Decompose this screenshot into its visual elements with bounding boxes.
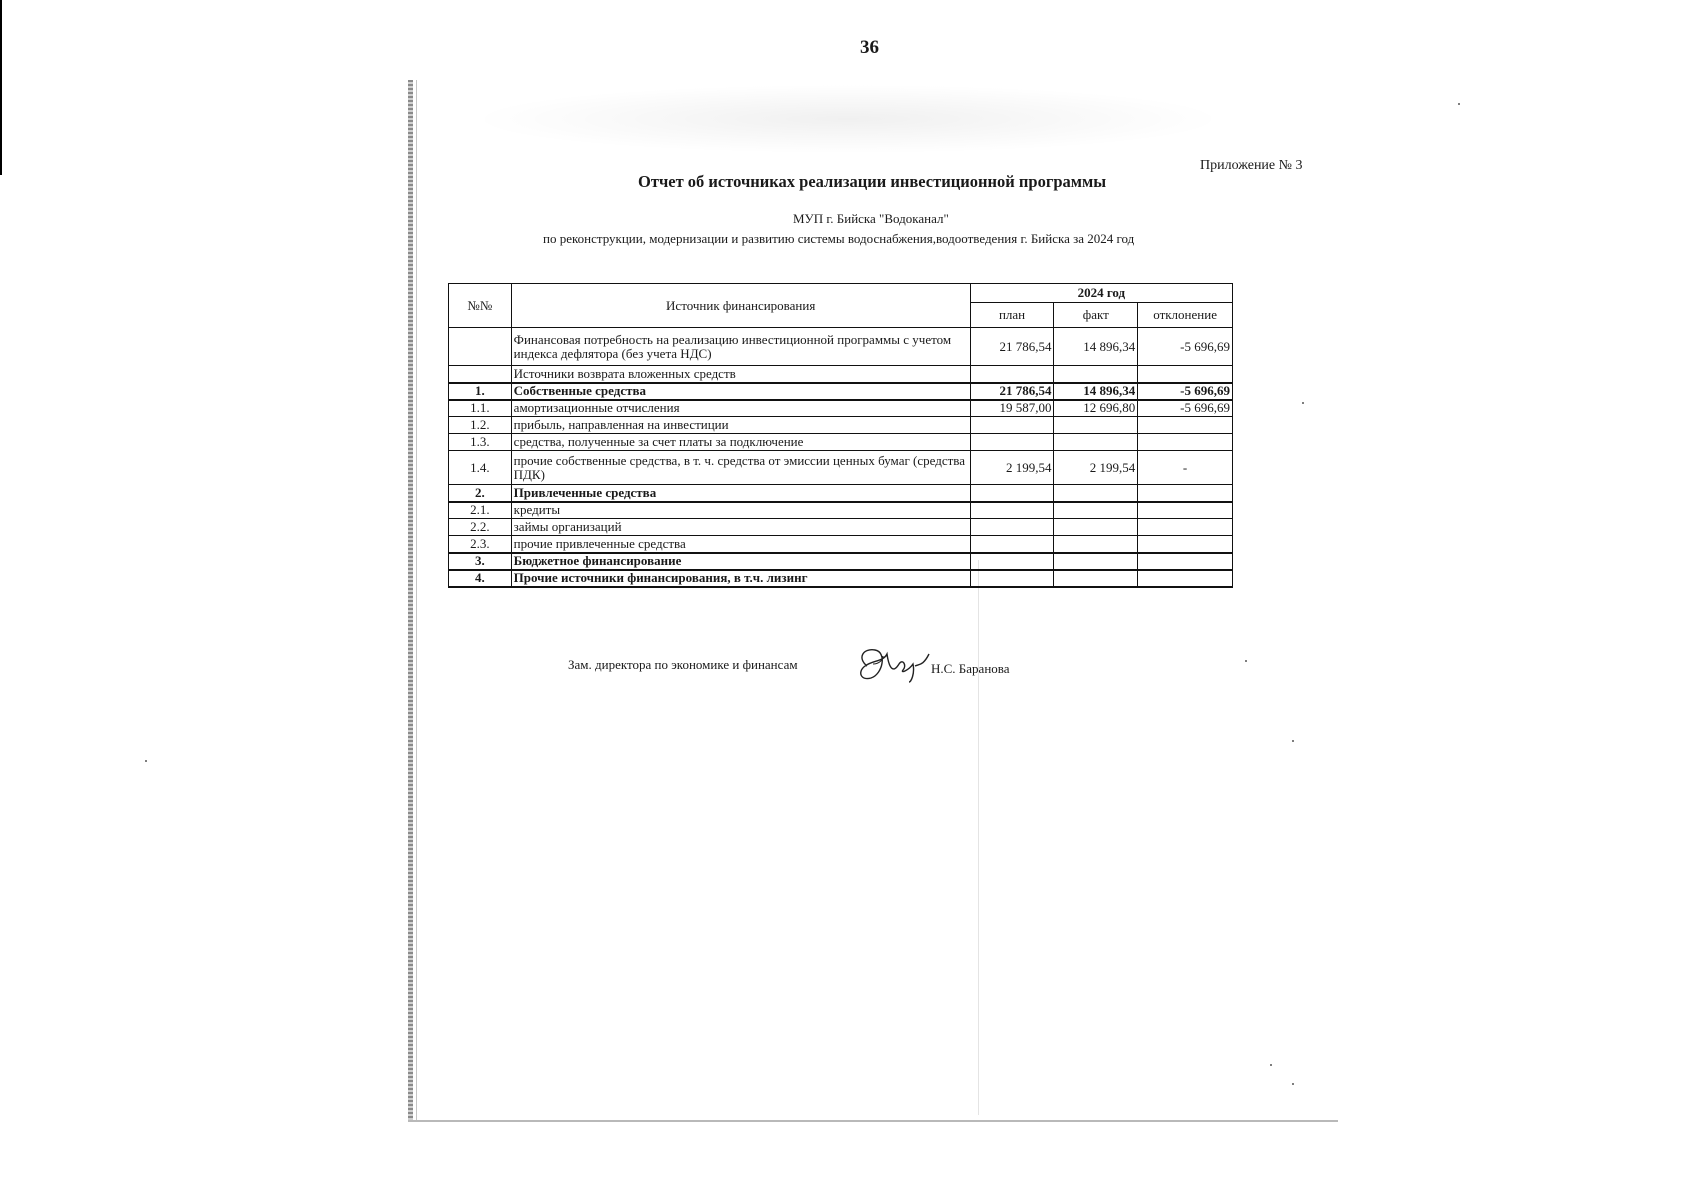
scan-noise-dot: [1302, 402, 1304, 404]
financing-table: [448, 283, 1233, 588]
header-deviation: отклонение: [1138, 303, 1233, 328]
scan-noise-dot: [1292, 740, 1294, 742]
row-deviation: [1138, 570, 1233, 587]
handwritten-signature-icon: [853, 644, 931, 684]
row-deviation: [1138, 366, 1233, 383]
page-number: 36: [860, 37, 879, 58]
row-deviation: [1138, 519, 1233, 536]
row-fact: 14 896,34: [1054, 328, 1138, 366]
scan-noise-dot: [1292, 1083, 1294, 1085]
row-fact: 12 696,80: [1054, 400, 1138, 417]
row-number: 1.3.: [449, 434, 512, 451]
row-number: [449, 366, 512, 383]
row-plan: [970, 434, 1054, 451]
row-fact: [1054, 536, 1138, 553]
organization-name: МУП г. Бийска "Водоканал": [793, 211, 949, 226]
header-number: №№: [449, 284, 512, 328]
row-deviation: [1138, 536, 1233, 553]
row-deviation: [1138, 485, 1233, 502]
row-deviation: -5 696,69: [1138, 383, 1233, 400]
scan-noise-dot: [1270, 1064, 1272, 1066]
row-plan: [970, 485, 1054, 502]
row-deviation: [1138, 502, 1233, 519]
row-source: прибыль, направленная на инвестиции: [511, 417, 970, 434]
row-fact: 14 896,34: [1054, 383, 1138, 400]
scanned-document: [408, 80, 1338, 1122]
header-year: 2024 год: [970, 284, 1232, 303]
row-number: 1.1.: [449, 400, 512, 417]
row-number: 1.2.: [449, 417, 512, 434]
row-source: Привлеченные средства: [511, 485, 970, 502]
row-source: Прочие источники финансирования, в т.ч. лизинг: [511, 570, 970, 587]
row-source: Собственные средства: [511, 383, 970, 400]
scan-binding-line: [416, 80, 417, 1120]
header-plan: план: [970, 303, 1054, 328]
row-deviation: -5 696,69: [1138, 400, 1233, 417]
signer-position: Зам. директора по экономике и финансам: [568, 657, 798, 672]
row-source: Финансовая потребность на реализацию инвестиционной программы с учетом индекса дефлятора (без учета НДС): [511, 328, 970, 366]
row-plan: 21 786,54: [970, 383, 1054, 400]
row-source: прочие привлеченные средства: [511, 536, 970, 553]
row-source: средства, полученные за счет платы за подключение: [511, 434, 970, 451]
row-number: [449, 328, 512, 366]
row-plan: [970, 570, 1054, 587]
scan-binding-edge: [408, 80, 413, 1120]
row-number: 2.3.: [449, 536, 512, 553]
row-fact: [1054, 485, 1138, 502]
row-number: 2.1.: [449, 502, 512, 519]
row-fact: [1054, 366, 1138, 383]
row-plan: 2 199,54: [970, 451, 1054, 485]
row-plan: [970, 502, 1054, 519]
scan-smudge: [468, 84, 1228, 154]
row-fact: [1054, 519, 1138, 536]
header-fact: факт: [1054, 303, 1138, 328]
row-number: 1.4.: [449, 451, 512, 485]
scan-noise-dot: [145, 760, 147, 762]
scan-noise-dot: [1245, 660, 1247, 662]
scan-noise-dot: [1458, 103, 1460, 105]
signer-name: Н.С. Баранова: [931, 661, 1010, 676]
row-fact: [1054, 434, 1138, 451]
row-plan: [970, 536, 1054, 553]
scan-edge-mark: [0, 0, 2, 175]
row-number: 3.: [449, 553, 512, 570]
row-source: Источники возврата вложенных средств: [511, 366, 970, 383]
row-fact: [1054, 417, 1138, 434]
row-number: 2.: [449, 485, 512, 502]
row-deviation: [1138, 417, 1233, 434]
row-source: амортизационные отчисления: [511, 400, 970, 417]
row-source: кредиты: [511, 502, 970, 519]
row-source: прочие собственные средства, в т. ч. средства от эмиссии ценных бумаг (средства ПДК): [511, 451, 970, 485]
row-deviation: -5 696,69: [1138, 328, 1233, 366]
row-plan: [970, 417, 1054, 434]
row-deviation: [1138, 434, 1233, 451]
row-plan: [970, 519, 1054, 536]
fold-line: [978, 560, 979, 1115]
row-deviation: [1138, 553, 1233, 570]
row-fact: [1054, 502, 1138, 519]
row-fact: 2 199,54: [1054, 451, 1138, 485]
row-plan: 19 587,00: [970, 400, 1054, 417]
document-title: Отчет об источниках реализации инвестиционной программы: [638, 172, 1107, 191]
row-fact: [1054, 553, 1138, 570]
row-deviation: -: [1138, 451, 1233, 485]
row-source: Бюджетное финансирование: [511, 553, 970, 570]
document-subtitle: по реконструкции, модернизации и развитию системы водоснабжения,водоотведения г. Бийска за 2024 год: [543, 231, 1135, 246]
row-fact: [1054, 570, 1138, 587]
row-number: 1.: [449, 383, 512, 400]
row-plan: 21 786,54: [970, 328, 1054, 366]
row-plan: [970, 366, 1054, 383]
header-source: Источник финансирования: [511, 284, 970, 328]
row-plan: [970, 553, 1054, 570]
row-number: 4.: [449, 570, 512, 587]
row-number: 2.2.: [449, 519, 512, 536]
appendix-label: Приложение № 3: [1200, 158, 1303, 173]
row-source: займы организаций: [511, 519, 970, 536]
